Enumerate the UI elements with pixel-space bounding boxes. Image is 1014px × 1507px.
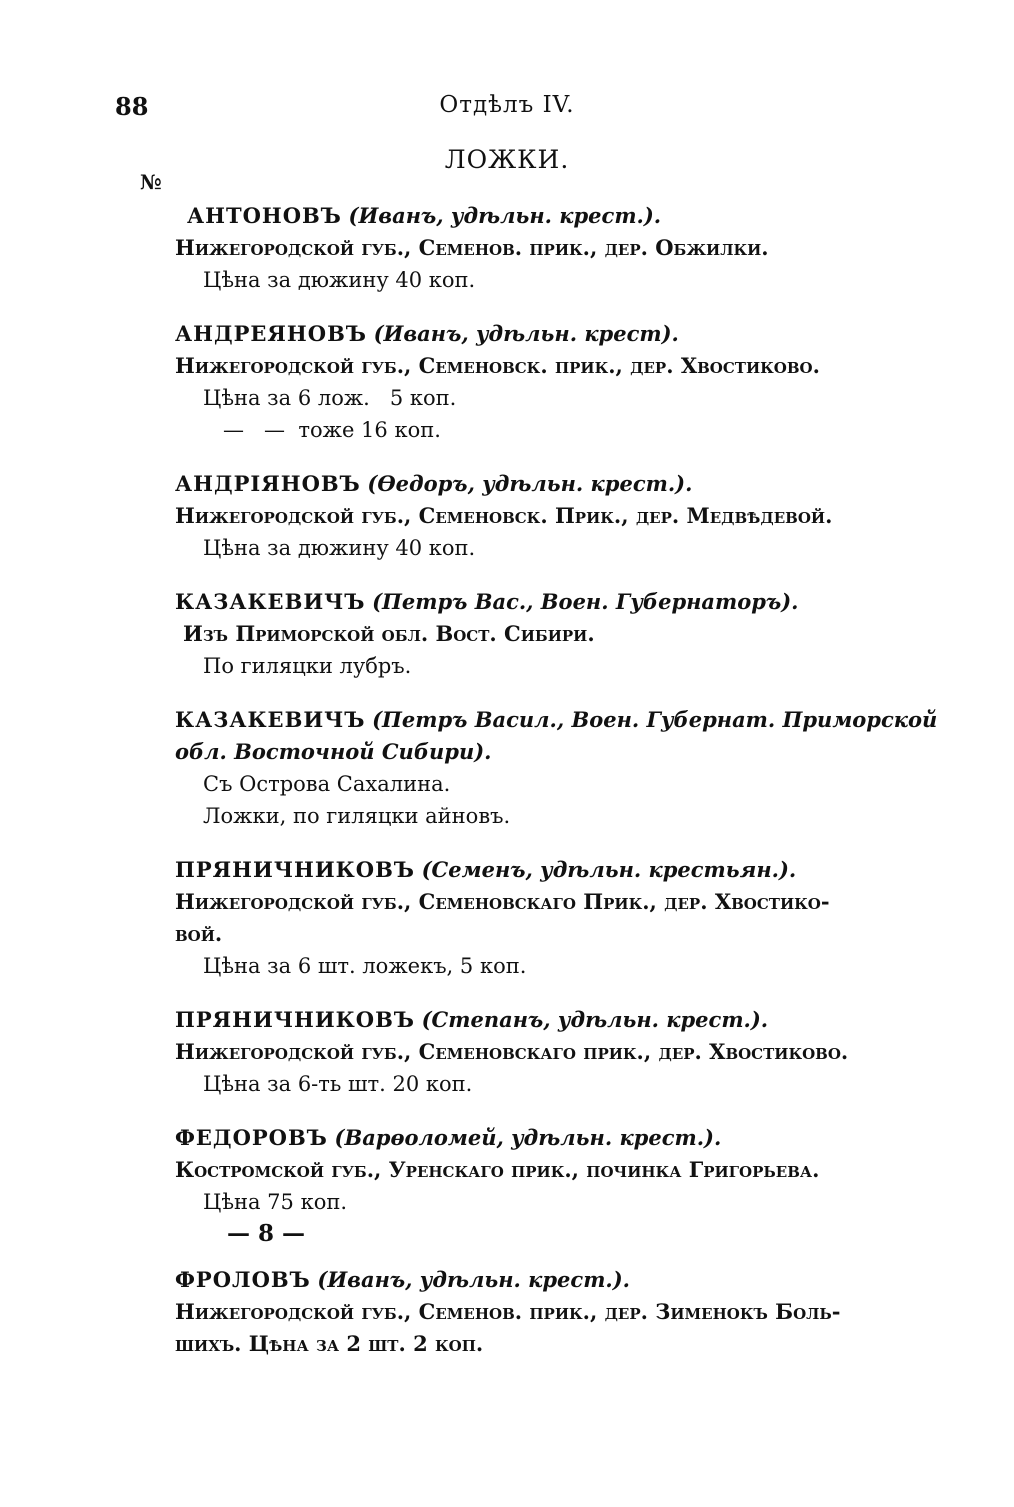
- entry: [175, 1004, 875, 1100]
- exhibitor-place: Съ Острова Сахалина.: [203, 772, 451, 796]
- exhibitor-desc: (Петръ Вас., Воен. Губернаторъ).: [372, 589, 799, 614]
- section-title: ЛОЖКИ.: [444, 145, 570, 174]
- exhibitor-place: Нижегородской губ., Семеновск. прик., дер. Хвостиково.: [175, 353, 820, 378]
- entry: [175, 1264, 875, 1360]
- exhibitor-place-continued: вой.: [175, 921, 223, 946]
- entry-detail: — — тоже 16 коп.: [223, 418, 441, 442]
- entry: [175, 200, 875, 296]
- exhibitor-place: Костромской губ., Уренскаго прик., починка Григорьева.: [175, 1157, 820, 1182]
- running-head: Отдѣлъ IV.: [439, 92, 575, 118]
- exhibitor-desc: (Степанъ, удѣльн. крест.).: [421, 1007, 769, 1032]
- exhibitor-desc: (Өедоръ, удѣльн. крест.).: [367, 471, 693, 496]
- exhibitor-place: Изъ Приморской обл. Вост. Сибири.: [183, 621, 595, 646]
- entry-detail: Цѣна за дюжину 40 коп.: [203, 268, 476, 292]
- exhibitor-desc: (Семенъ, удѣльн. крестьян.).: [421, 857, 797, 882]
- entry: [175, 704, 938, 832]
- exhibitor-desc: (Иванъ, удѣльн. крест).: [373, 321, 679, 346]
- entry: [175, 586, 875, 682]
- entry: [175, 468, 875, 564]
- page-number: 88: [115, 92, 149, 121]
- catalog-number: — 8 —: [227, 1220, 306, 1247]
- numero-sign: №: [140, 170, 162, 194]
- exhibitor-name: ФРОЛОВЪ: [175, 1267, 311, 1292]
- entry-detail: Цѣна за дюжину 40 коп.: [203, 536, 476, 560]
- entry-detail: По гиляцки лубръ.: [203, 654, 412, 678]
- entry-detail: Цѣна за 6 шт. ложекъ, 5 коп.: [203, 954, 527, 978]
- entry-detail: Цѣна 75 коп.: [203, 1190, 348, 1214]
- exhibitor-name: АНТОНОВЪ: [187, 203, 342, 228]
- exhibitor-place: Нижегородской губ., Семеновскаго Прик., дер. Хвостико-: [175, 889, 830, 914]
- exhibitor-desc: (Иванъ, удѣльн. крест.).: [348, 203, 662, 228]
- entry-detail: Цѣна за 6-ть шт. 20 коп.: [203, 1072, 473, 1096]
- exhibitor-name: ПРЯНИЧНИКОВЪ: [175, 1007, 415, 1032]
- exhibitor-place: Нижегородской губ., Семеновскаго прик., дер. Хвостиково.: [175, 1039, 849, 1064]
- exhibitor-place: Нижегородской губ., Семенов. прик., дер. Зименокъ Боль-: [175, 1299, 841, 1324]
- exhibitor-desc-continued: обл. Восточной Сибири).: [175, 739, 492, 764]
- entry-detail: Цѣна за 6 лож. 5 коп.: [203, 386, 457, 410]
- exhibitor-place: Нижегородской губ., Семеновск. Прик., дер. Медвѣдевой.: [175, 503, 833, 528]
- entry-detail: Ложки, по гиляцки айновъ.: [203, 804, 511, 828]
- exhibitor-place-continued: шихъ. Цѣна за 2 шт. 2 коп.: [175, 1331, 484, 1356]
- exhibitor-name: КАЗАКЕВИЧЪ: [175, 707, 366, 732]
- exhibitor-name: АНДРІЯНОВЪ: [175, 471, 361, 496]
- exhibitor-desc: (Иванъ, удѣльн. крест.).: [317, 1267, 630, 1292]
- exhibitor-name: КАЗАКЕВИЧЪ: [175, 589, 366, 614]
- entries-list: [175, 200, 938, 1382]
- exhibitor-desc: (Петръ Васил., Воен. Губернат. Приморской: [372, 707, 938, 732]
- exhibitor-desc: (Варөоломей, удѣльн. крест.).: [334, 1125, 722, 1150]
- entry: [175, 1122, 875, 1250]
- exhibitor-name: АНДРЕЯНОВЪ: [175, 321, 367, 346]
- entry: [175, 318, 875, 446]
- exhibitor-name: ФЕДОРОВЪ: [175, 1125, 328, 1150]
- exhibitor-place: Нижегородской губ., Семенов. прик., дер. Обжилки.: [175, 235, 769, 260]
- entry: [175, 854, 875, 982]
- exhibitor-name: ПРЯНИЧНИКОВЪ: [175, 857, 415, 882]
